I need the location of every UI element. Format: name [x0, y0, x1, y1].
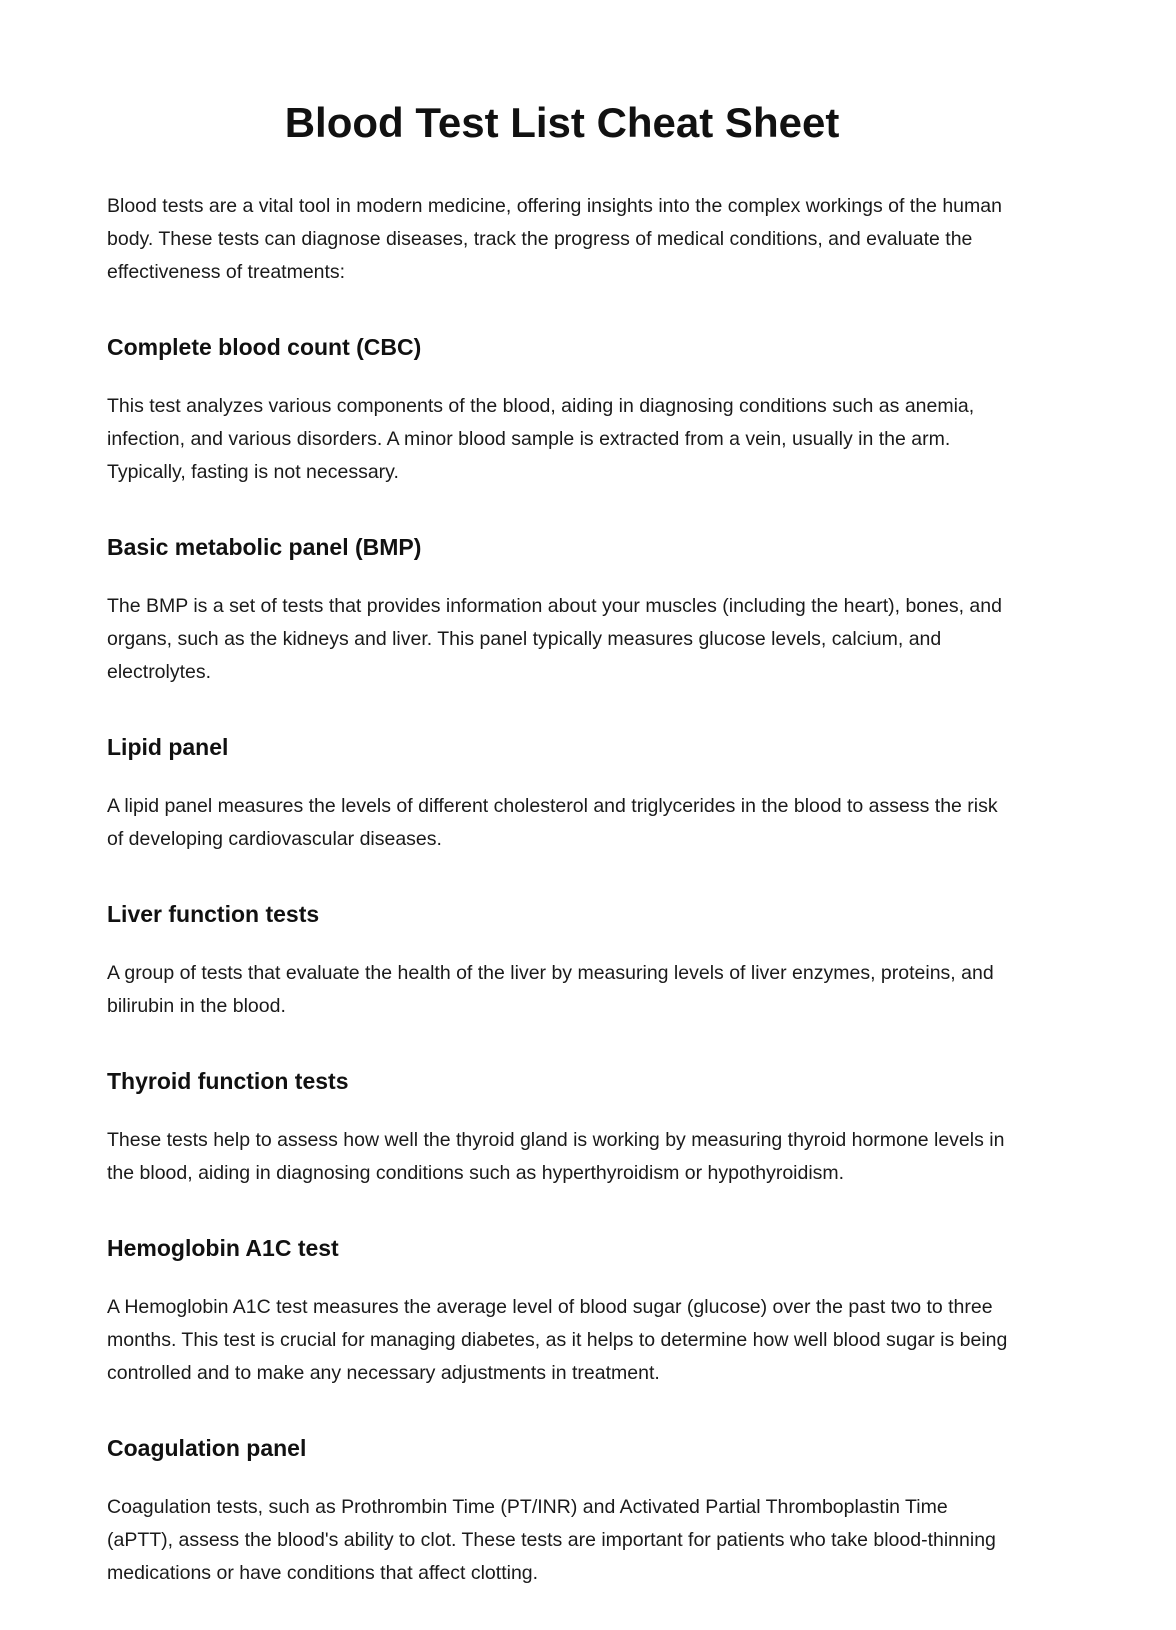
section-lipid-panel [107, 733, 1069, 856]
section-body-thyroid-function: These tests help to assess how well the thyroid gland is working by measuring thyroid hormone levels in the blood, aiding in diagnosing conditions such as hyperthyroidism or hypothyroidism. [107, 1129, 1005, 1185]
section-heading-liver-function: Liver function tests [107, 901, 320, 928]
section-hemoglobin-a1c [107, 1234, 1069, 1390]
section-body-cbc: This test analyzes various components of the blood, aiding in diagnosing conditions such as anemia, infection, and various disorders. A minor blood sample is extracted from a vein, usually in the arm. Typically, fasting is not necessary. [107, 395, 975, 484]
section-body-coagulation-panel: Coagulation tests, such as Prothrombin Time (PT/INR) and Activated Partial Thromboplastin Time (aPTT), assess the blood's ability to clot. These tests are important for patients who take blood-thinning medications or have conditions that affect clotting. [107, 1496, 996, 1585]
section-coagulation-panel [107, 1434, 1069, 1590]
section-bmp [107, 533, 1069, 689]
page-title: Blood Test List Cheat Sheet [284, 99, 840, 146]
section-heading-coagulation-panel: Coagulation panel [107, 1435, 307, 1462]
section-thyroid-function [107, 1067, 1069, 1190]
section-heading-lipid-panel: Lipid panel [107, 734, 229, 761]
section-body-hemoglobin-a1c: A Hemoglobin A1C test measures the average level of blood sugar (glucose) over the past two to three months. This test is crucial for managing diabetes, as it helps to determine how well blood sugar is being controlled and to make any necessary adjustments in treatment. [107, 1296, 1008, 1385]
section-body-lipid-panel: A lipid panel measures the levels of different cholesterol and triglycerides in the blood to assess the risk of developing cardiovascular diseases. [107, 795, 998, 851]
section-cbc [107, 333, 1069, 489]
section-liver-function [107, 900, 1069, 1023]
section-heading-bmp: Basic metabolic panel (BMP) [107, 534, 422, 561]
section-heading-cbc: Complete blood count (CBC) [107, 334, 422, 361]
section-body-bmp: The BMP is a set of tests that provides information about your muscles (including the heart), bones, and organs, such as the kidneys and liver. This panel typically measures glucose levels, calcium, and electrolytes. [107, 595, 1002, 684]
section-heading-thyroid-function: Thyroid function tests [107, 1068, 349, 1095]
intro-paragraph: Blood tests are a vital tool in modern medicine, offering insights into the complex workings of the human body. These tests can diagnose diseases, track the progress of medical conditions, and evaluate the effectiveness of treatments: [107, 195, 1002, 284]
section-body-liver-function: A group of tests that evaluate the health of the liver by measuring levels of liver enzymes, proteins, and bilirubin in the blood. [107, 962, 994, 1018]
section-heading-hemoglobin-a1c: Hemoglobin A1C test [107, 1235, 339, 1262]
